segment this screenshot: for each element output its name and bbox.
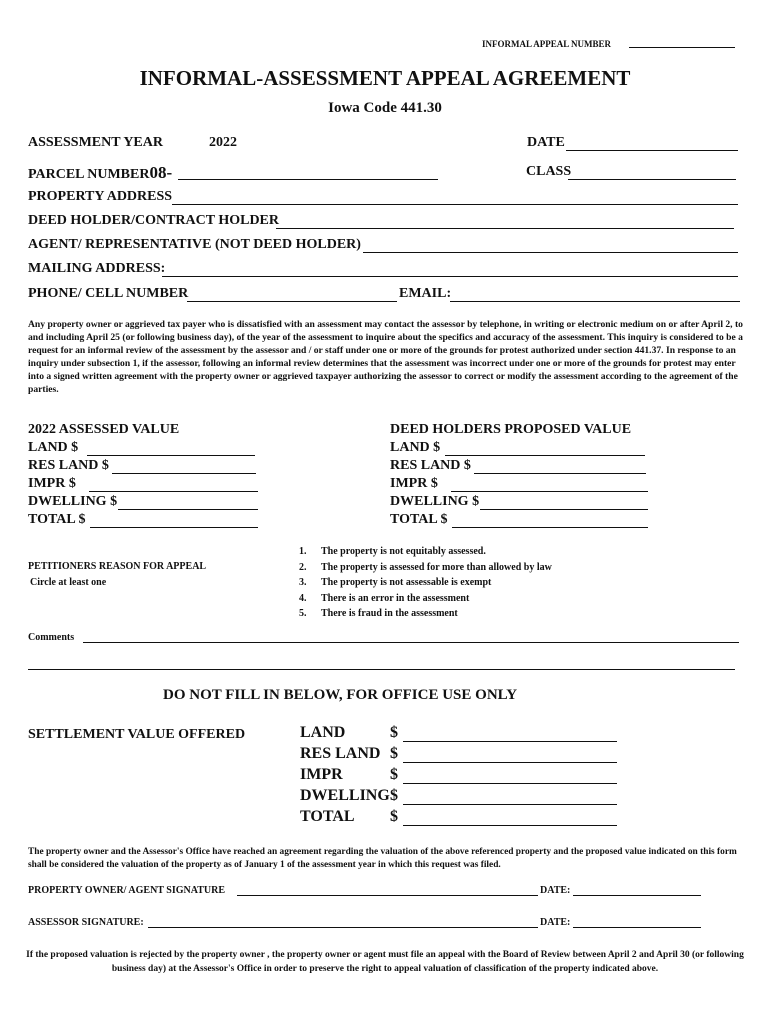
class-label: CLASS <box>526 164 572 179</box>
parcel-number-field[interactable] <box>178 179 438 180</box>
settlement-label: SETTLEMENT VALUE OFFERED <box>28 727 246 742</box>
comments-label: Comments <box>28 632 75 643</box>
proposed-land-field[interactable] <box>445 455 645 456</box>
office-dwelling-field[interactable] <box>403 804 617 805</box>
reason-label: PETITIONERS REASON FOR APPEAL <box>28 561 207 572</box>
proposed-value-heading: DEED HOLDERS PROPOSED VALUE <box>390 422 632 437</box>
email-label: EMAIL: <box>399 286 452 301</box>
reason-item-1[interactable]: 1. The property is not equitably assessed. <box>299 546 486 557</box>
proposed-res-land-label: RES LAND $ <box>390 458 471 473</box>
comments-field-line-1[interactable] <box>83 642 739 643</box>
mailing-address-label: MAILING ADDRESS: <box>28 261 166 276</box>
assessed-impr-label: IMPR $ <box>28 476 76 491</box>
owner-signature-label: PROPERTY OWNER/ AGENT SIGNATURE <box>28 885 225 896</box>
appeal-number-label: INFORMAL APPEAL NUMBER <box>482 39 612 49</box>
reason-item-3[interactable]: 3. The property is not assessable is exempt <box>299 577 492 588</box>
comments-field-line-2[interactable] <box>28 669 735 670</box>
owner-signature-date-label: DATE: <box>540 885 571 896</box>
proposed-land-label: LAND $ <box>390 440 441 455</box>
proposed-impr-label: IMPR $ <box>390 476 438 491</box>
assessor-signature-date-field[interactable] <box>573 927 701 928</box>
proposed-total-field[interactable] <box>452 527 648 528</box>
date-field[interactable] <box>566 150 738 151</box>
assessed-value-heading: 2022 ASSESSED VALUE <box>28 422 180 437</box>
property-address-label: PROPERTY ADDRESS <box>28 189 173 204</box>
date-label: DATE <box>527 135 565 150</box>
mailing-address-field[interactable] <box>162 276 738 277</box>
email-field[interactable] <box>450 301 740 302</box>
office-impr-field[interactable] <box>403 783 617 784</box>
parcel-number-value: 08- <box>149 163 173 182</box>
proposed-impr-field[interactable] <box>451 491 648 492</box>
class-field[interactable] <box>568 179 736 180</box>
office-dwelling-dollar: $ <box>390 787 398 804</box>
phone-field[interactable] <box>187 301 397 302</box>
office-res-land-label: RES LAND <box>300 745 381 762</box>
reason-item-5[interactable]: 5. There is fraud in the assessment <box>299 608 458 619</box>
office-res-land-field[interactable] <box>403 762 617 763</box>
office-land-field[interactable] <box>403 741 617 742</box>
assessed-dwelling-label: DWELLING $ <box>28 494 118 509</box>
footer-notice: If the proposed valuation is rejected by the property owner , the property owner or agent must file an appeal with the Board of Review between April 2 and April 30 (or following business day) at the Assessor's Office in order to preserve the right to appeal valuation of classification of the property indicated above. <box>26 950 744 974</box>
proposed-dwelling-label: DWELLING $ <box>390 494 480 509</box>
agreement-paragraph: The property owner and the Assessor's Office have reached an agreement regarding the valuation of the above referenced property and the proposed value indicated on this form shall be considered the valuation of the property as of January 1 of the assessment year in which this request was filed. <box>28 847 737 870</box>
assessed-res-land-field[interactable] <box>112 473 256 474</box>
proposed-res-land-field[interactable] <box>474 473 646 474</box>
reason-item-4[interactable]: 4. There is an error in the assessment <box>299 593 470 604</box>
proposed-dwelling-field[interactable] <box>480 509 648 510</box>
assessor-signature-date-label: DATE: <box>540 917 571 928</box>
assessment-year-label: ASSESSMENT YEAR <box>28 135 163 150</box>
assessor-signature-label: ASSESSOR SIGNATURE: <box>28 917 144 928</box>
form-subtitle: Iowa Code 441.30 <box>328 100 442 116</box>
reason-sublabel: Circle at least one <box>30 577 107 588</box>
form-title: INFORMAL-ASSESSMENT APPEAL AGREEMENT <box>139 66 631 90</box>
office-use-heading: DO NOT FILL IN BELOW, FOR OFFICE USE ONLY <box>163 687 518 703</box>
assessed-res-land-label: RES LAND $ <box>28 458 109 473</box>
assessed-total-label: TOTAL $ <box>28 512 86 527</box>
office-res-land-dollar: $ <box>390 745 398 762</box>
owner-signature-field[interactable] <box>237 895 538 896</box>
parcel-number-label: PARCEL NUMBER08- <box>28 163 173 182</box>
assessed-dwelling-field[interactable] <box>118 509 258 510</box>
office-land-label: LAND <box>300 724 346 741</box>
intro-paragraph: Any property owner or aggrieved tax payer who is dissatisfied with an assessment may contact the assessor by telephone, in writing or electronic medium on or after April 2, to and including April 25 (or following business day), of the year of the assessment to inquire about the specifics and accuracy of the assessment. This inquiry is considered to be a request for an informal review of the assessment by the assessor and / or staff under one or more of the grounds for protest authorized under section 441.37. In response to an inquiry under subsection 1, if the assessor, following an informal review determines that the assessment was incorrect under one or more of the grounds for protest may enter into a signed written agreement with the property owner or aggrieved taxpayer authorizing the assessor to correct or modify the assessment according to the agreement of the parties. <box>28 319 743 395</box>
proposed-total-label: TOTAL $ <box>390 512 448 527</box>
deed-holder-field[interactable] <box>276 228 734 229</box>
reason-item-2[interactable]: 2. The property is assessed for more than allowed by law <box>299 562 552 573</box>
assessed-impr-field[interactable] <box>89 491 258 492</box>
appeal-number-field[interactable] <box>629 47 735 48</box>
office-impr-label: IMPR <box>300 766 343 783</box>
assessment-year-value: 2022 <box>209 135 237 150</box>
office-land-dollar: $ <box>390 724 398 741</box>
office-impr-dollar: $ <box>390 766 398 783</box>
assessed-land-field[interactable] <box>87 455 255 456</box>
agent-field[interactable] <box>363 252 738 253</box>
office-dwelling-label: DWELLING <box>300 787 390 804</box>
agent-label: AGENT/ REPRESENTATIVE (NOT DEED HOLDER) <box>28 237 361 252</box>
assessed-land-label: LAND $ <box>28 440 79 455</box>
deed-holder-label: DEED HOLDER/CONTRACT HOLDER <box>28 213 280 228</box>
property-address-field[interactable] <box>172 204 738 205</box>
phone-label: PHONE/ CELL NUMBER <box>28 286 189 301</box>
assessed-total-field[interactable] <box>90 527 258 528</box>
office-total-dollar: $ <box>390 808 398 825</box>
office-total-field[interactable] <box>403 825 617 826</box>
office-total-label: TOTAL <box>300 808 355 825</box>
assessor-signature-field[interactable] <box>148 927 538 928</box>
owner-signature-date-field[interactable] <box>573 895 701 896</box>
